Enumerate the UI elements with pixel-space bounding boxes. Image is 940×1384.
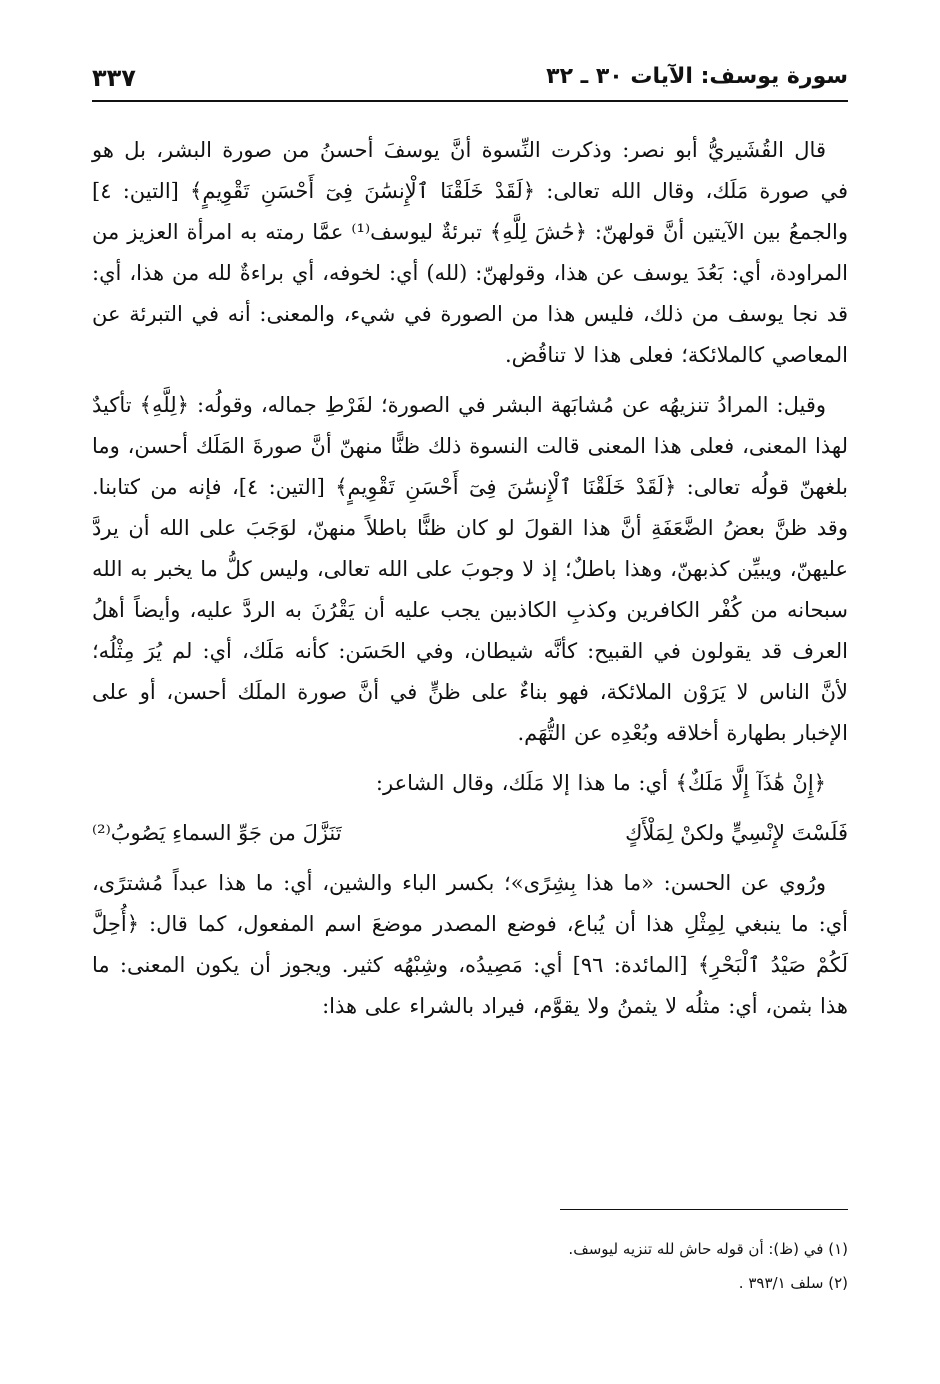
paragraph-tanzih: وقيل: المرادُ تنزيهُه عن مُشابَهة البشر في الصورة؛ لفَرْطِ جماله، وقولُه: ﴿لِلَّهِ﴾ تأكيدٌ لهذا المعنى، فعلى هذا المعنى قالت النسوة ذلك ظنًّا منهنّ أنَّ صورةَ المَلَك أحسن، وما بلغهنّ قولُه تعالى: ﴿لَقَدْ خَلَقْنَا ٱلْإِنسَٰنَ فِىٓ أَحْسَنِ تَقْوِيمٍ﴾ [التين: ٤]، فإنه من كتابنا. وقد ظنَّ بعضُ الضَّعَفَةِ أنَّ هذا القولَ لو كان ظنًّا باطلاً منهنّ، لوَجَبَ على الله أن يردَّ عليهنّ، ويبيِّن كذبهنّ، وهذا باطلٌ؛ إذ لا وجوبَ على الله تعالى، وليس كلُّ ما يخبر به الله سبحانه من كُفْر الكافرين وكذبِ الكاذبين يجب عليه أن يَقْرُنَ به الردَّ عليه، وأيضاً أهلُ العرف قد يقولون في القبيح: كأنَّه شيطان، وفي الحَسَن: كأنه مَلَك، أي: لم يُرَ مِثْلُه؛ لأنَّ الناس لا يَرَوْن الملائكة، فهو بناءٌ على ظنٍّ في أنَّ صورة الملَك أحسن، أو على الإخبار بطهارة أخلاقه وبُعْدِه عن التُّهَم. bbox=[92, 393, 848, 745]
paragraph-hasan: ورُوي عن الحسن: «ما هذا بِشِرًى»؛ بكسر الباء والشين، أي: ما هذا عبداً مُشترًى، أي: ما ينبغي لِمِثْلِ هذا أن يُباع، فوضع المصدر موضعَ اسم المفعول، كما قال: ﴿أُحِلَّ لَكُمْ صَيْدُ ٱلْبَحْرِ﴾ [المائدة: ٩٦] أي: مَصِيدُه، وشِبْهُه كثير. ويجوز أن يكون المعنى: ما هذا بثمن، أي: مثلُه لا يثمنُ ولا يقوَّم، فيراد بالشراء على هذا: bbox=[92, 871, 849, 1018]
footnotes bbox=[92, 1232, 848, 1300]
sura-title: سورة يوسف: الآيات ٣٠ ـ ٣٢ bbox=[546, 64, 848, 89]
poetry-verse bbox=[92, 813, 848, 854]
header-divider bbox=[92, 100, 848, 102]
paragraph-malak: ﴿إِنْ هَٰذَآ إِلَّا مَلَكٌ﴾ أي: ما هذا إلا مَلَك، وقال الشاعر: bbox=[375, 771, 826, 795]
paragraph-qushayri: قال القُشَيريُّ أبو نصر: وذكرت النِّسوة أنَّ يوسفَ أحسنُ من صورة البشر، بل هو في صورة مَلَك، وقال الله تعالى: ﴿لَقَدْ خَلَقْنَا ٱلْإِنسَٰنَ فِىٓ أَحْسَنِ تَقْوِيمٍ﴾ [التين: ٤] والجمعُ بين الآيتين أنَّ قولهنّ: ﴿حَٰشَ لِلَّهِ﴾ تبرئةٌ ليوسف⁽¹⁾ عمَّا رمته به امرأة العزيز من المراودة، أي: بَعُدَ يوسف عن هذا، وقولهنّ: (لله) أي: لخوفه، أي براءةٌ لله من هذا، أي: قد نجا يوسف من ذلك، فليس هذا من الصورة في شيء، والمعنى: أنه في التبرئة عن المعاصي كالملائكة؛ فعلى هذا لا تناقُض. bbox=[92, 138, 848, 367]
verse-second-hemistich: تَنَزَّلَ من جَوِّ السماءِ يَصُوبُ⁽²⁾ bbox=[92, 821, 342, 845]
page-header bbox=[92, 64, 848, 98]
footnote-1: (١) في (ظ): أن قوله حاش لله تنزيه ليوسف. bbox=[568, 1240, 848, 1258]
verse-first-hemistich: فَلَسْتَ لإِنْسِيٍّ ولكنْ لِمَلْأَكٍ bbox=[625, 821, 848, 845]
footnote-2: (٢) سلف ٣٩٣/١ . bbox=[738, 1274, 848, 1292]
footnote-divider bbox=[560, 1209, 848, 1210]
page-number: ٣٣٧ bbox=[92, 64, 136, 92]
main-text bbox=[92, 130, 848, 1036]
